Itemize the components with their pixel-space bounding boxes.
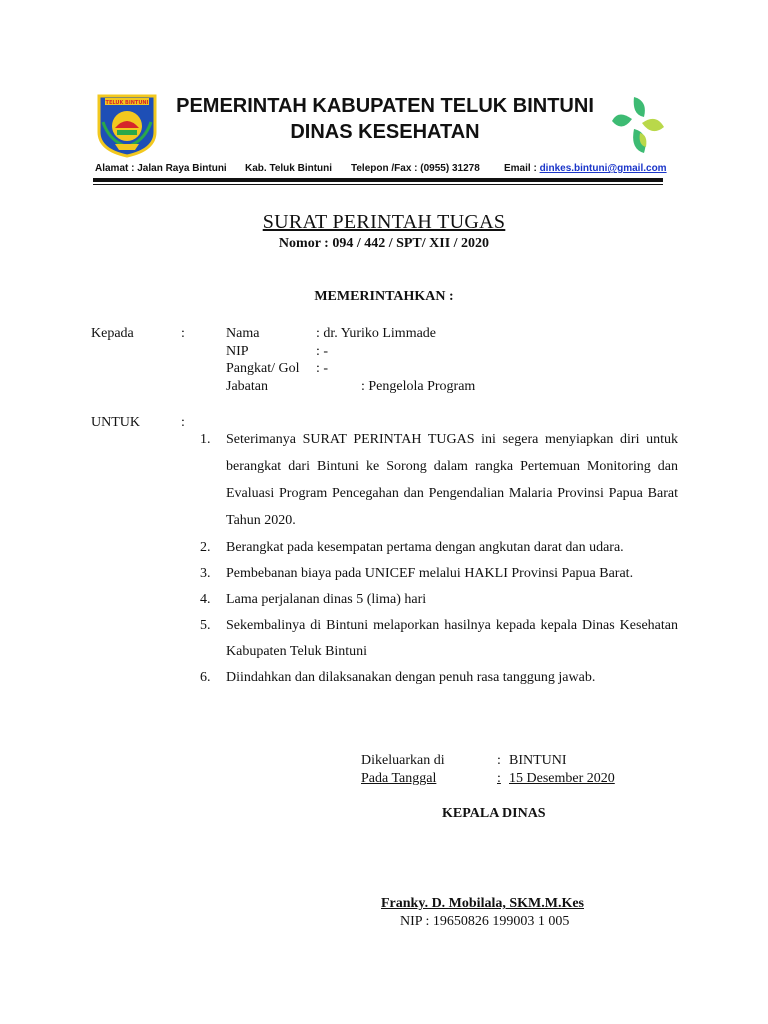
field-value-nama: : dr. Yuriko Limmade xyxy=(316,326,437,341)
list-item-text: Pembebanan biaya pada UNICEF melalui HAKLI Provinsi Papua Barat. xyxy=(226,566,634,581)
list-item xyxy=(200,665,678,691)
email-label: Email : xyxy=(504,163,537,174)
untuk-label: UNTUK xyxy=(91,415,140,430)
list-item-text: Sekembalinya di Bintuni melaporkan hasilnya kepada kepala Dinas Kesehatan Kabupaten Teluk Bintuni xyxy=(226,618,678,659)
header-title-line2: DINAS KESEHATAN xyxy=(290,121,480,143)
list-item-text: Diindahkan dan dilaksanakan dengan penuh rasa tanggung jawab. xyxy=(226,670,596,685)
field-label-nama: Nama xyxy=(226,326,260,341)
field-value-nip: : - xyxy=(316,344,329,359)
header-rule-thin xyxy=(93,184,663,185)
recipient-label: Kepada xyxy=(91,326,134,341)
recipient-colon: : xyxy=(181,326,185,341)
issued-place-value: BINTUNI xyxy=(509,753,567,768)
issued-place-label: Dikeluarkan di xyxy=(361,753,445,768)
header-rule-thick xyxy=(93,178,663,182)
list-item-number: 1. xyxy=(200,432,211,447)
order-heading: MEMERINTAHKAN : xyxy=(314,289,454,304)
address-phone: Telepon /Fax : (0955) 31278 xyxy=(351,163,480,174)
list-item-text: Lama perjalanan dinas 5 (lima) hari xyxy=(226,592,427,607)
signatory-position: KEPALA DINAS xyxy=(442,806,546,821)
issued-place-sep: : xyxy=(497,753,501,768)
issued-date-value: 15 Desember 2020 xyxy=(509,771,615,786)
field-label-nip: NIP xyxy=(226,344,249,359)
list-item xyxy=(200,613,678,665)
issued-date-sep: : xyxy=(497,771,501,786)
list-item-text: Seterimanya SURAT PERINTAH TUGAS ini segera menyiapkan diri untuk berangkat dari Bintuni ke Sorong dalam rangka Pertemuan Monitoring dan Evaluasi Program Pencegahan dan Pengendalian Malaria Provinsi Papua Barat Tahun 2020. xyxy=(226,432,678,528)
document-number: Nomor : 094 / 442 / SPT/ XII / 2020 xyxy=(278,236,490,251)
signatory-name: Franky. D. Mobilala, SKM.M.Kes xyxy=(381,896,584,911)
list-item xyxy=(200,587,678,613)
list-item xyxy=(200,535,678,561)
field-value-jabatan: : Pengelola Program xyxy=(361,379,476,394)
list-item-text: Berangkat pada kesempatan pertama dengan angkutan darat dan udara. xyxy=(226,540,624,555)
header-title-line1: PEMERINTAH KABUPATEN TELUK BINTUNI xyxy=(176,95,594,117)
task-list xyxy=(200,426,678,691)
list-item-number: 5. xyxy=(200,618,211,633)
address-street: Alamat : Jalan Raya Bintuni xyxy=(95,163,227,174)
document-title: SURAT PERINTAH TUGAS xyxy=(262,211,506,233)
list-item-number: 6. xyxy=(200,670,211,685)
list-item xyxy=(200,561,678,587)
kemenkes-logo xyxy=(604,93,668,159)
emblem-text: TELUK BINTUNI xyxy=(105,100,149,106)
address-email xyxy=(504,163,667,174)
regency-emblem xyxy=(95,92,159,158)
list-item-number: 3. xyxy=(200,566,211,581)
field-label-jabatan: Jabatan xyxy=(226,379,268,394)
field-label-pangkat: Pangkat/ Gol xyxy=(226,361,300,376)
email-link[interactable]: dinkes.bintuni@gmail.com xyxy=(539,163,667,174)
untuk-colon: : xyxy=(181,415,185,430)
field-value-pangkat: : - xyxy=(316,361,329,376)
signatory-nip: NIP : 19650826 199003 1 005 xyxy=(400,914,570,929)
address-regency: Kab. Teluk Bintuni xyxy=(245,163,333,174)
list-item-number: 2. xyxy=(200,540,211,555)
issued-date-label: Pada Tanggal xyxy=(361,771,437,786)
list-item-number: 4. xyxy=(200,592,211,607)
list-item xyxy=(200,426,678,534)
